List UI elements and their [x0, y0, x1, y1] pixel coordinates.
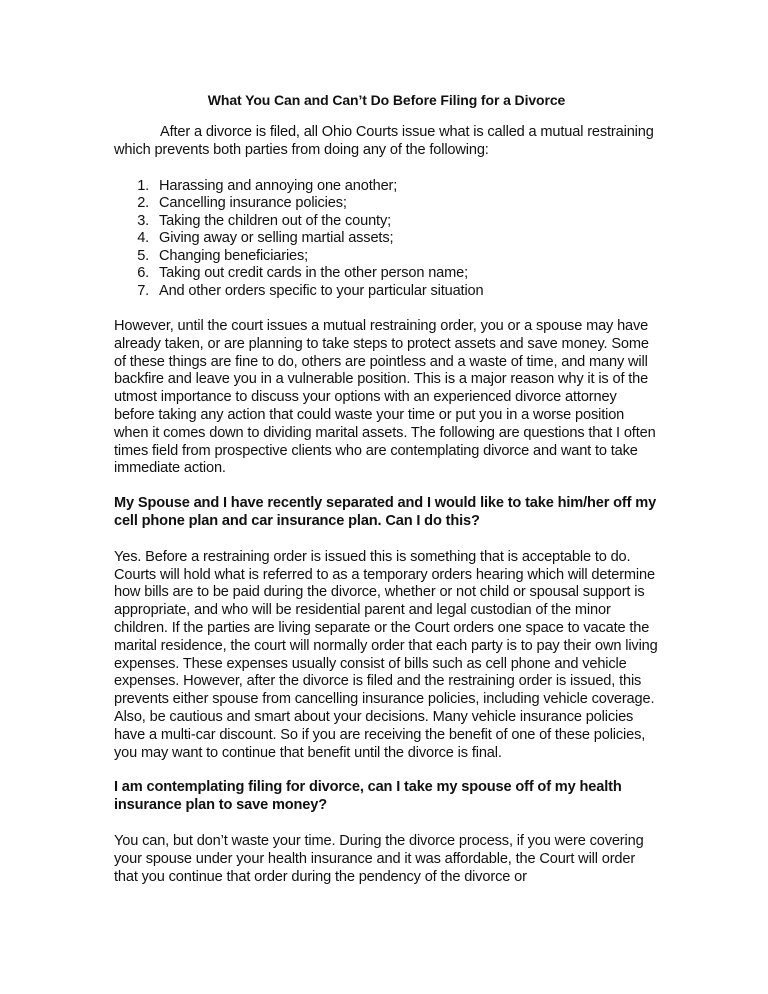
- list-item: 3. Taking the children out of the county;: [153, 213, 659, 231]
- question-heading: My Spouse and I have recently separated and I would like to take him/her off my cell phone plan and car insurance plan. Can I do this?: [114, 495, 657, 530]
- restrictions-list: [114, 178, 659, 301]
- list-item: 1. Harassing and annoying one another;: [153, 178, 659, 196]
- list-item: 6. Taking out credit cards in the other person name;: [153, 265, 659, 283]
- list-item: 7. And other orders specific to your particular situation: [153, 283, 659, 301]
- body-paragraph: However, until the court issues a mutual restraining order, you or a spouse may have already taken, or are planning to take steps to protect assets and save money. Some of these things are fine to do, others are pointless and a waste of time, and many will backfire and leave you in a vulnerable position. This is a major reason why it is of the utmost importance to discuss your options with an experienced divorce attorney before taking any action that could waste your time or put you in a worse position when it comes down to dividing marital assets. The following are questions that I often times field from prospective clients who are contemplating divorce and want to take immediate action.: [114, 318, 656, 477]
- document-title: What You Can and Can’t Do Before Filing for a Divorce: [207, 92, 566, 108]
- list-item: 2. Cancelling insurance policies;: [153, 195, 659, 213]
- list-item: 4. Giving away or selling martial assets;: [153, 230, 659, 248]
- answer-paragraph: You can, but don’t waste your time. During the divorce process, if you were covering your spouse under your health insurance and it was affordable, the Court will order that you continue that order during the pendency of the divorce or: [114, 833, 644, 885]
- answer-paragraph: Yes. Before a restraining order is issued this is something that is acceptable to do. Courts will hold what is referred to as a temporary orders hearing which will determine how bills are to be paid during the divorce, whether or not child or spousal support is appropriate, and who will be residential parent and legal custodian of the minor children. If the parties are living separate or the Court orders one space to vacate the marital residence, the court will normally order that each party is to pay their own living expenses. These expenses usually consist of bills such as cell phone and vehicle expenses. However, after the divorce is filed and the restraining order is issued, this prevents either spouse from cancelling insurance policies, including vehicle coverage. Also, be cautious and smart about your decisions. Many vehicle insurance policies have a multi-car discount. So if you are receiving the benefit of one of these policies, you may want to continue that benefit until the divorce is final.: [114, 548, 658, 761]
- question-heading: I am contemplating filing for divorce, can I take my spouse off of my health insurance plan to save money?: [114, 779, 622, 814]
- document-page: [114, 92, 659, 886]
- list-item: 5. Changing beneficiaries;: [153, 248, 659, 266]
- intro-paragraph: After a divorce is filed, all Ohio Courts issue what is called a mutual restraining which prevents both parties from doing any of the following:: [114, 124, 654, 158]
